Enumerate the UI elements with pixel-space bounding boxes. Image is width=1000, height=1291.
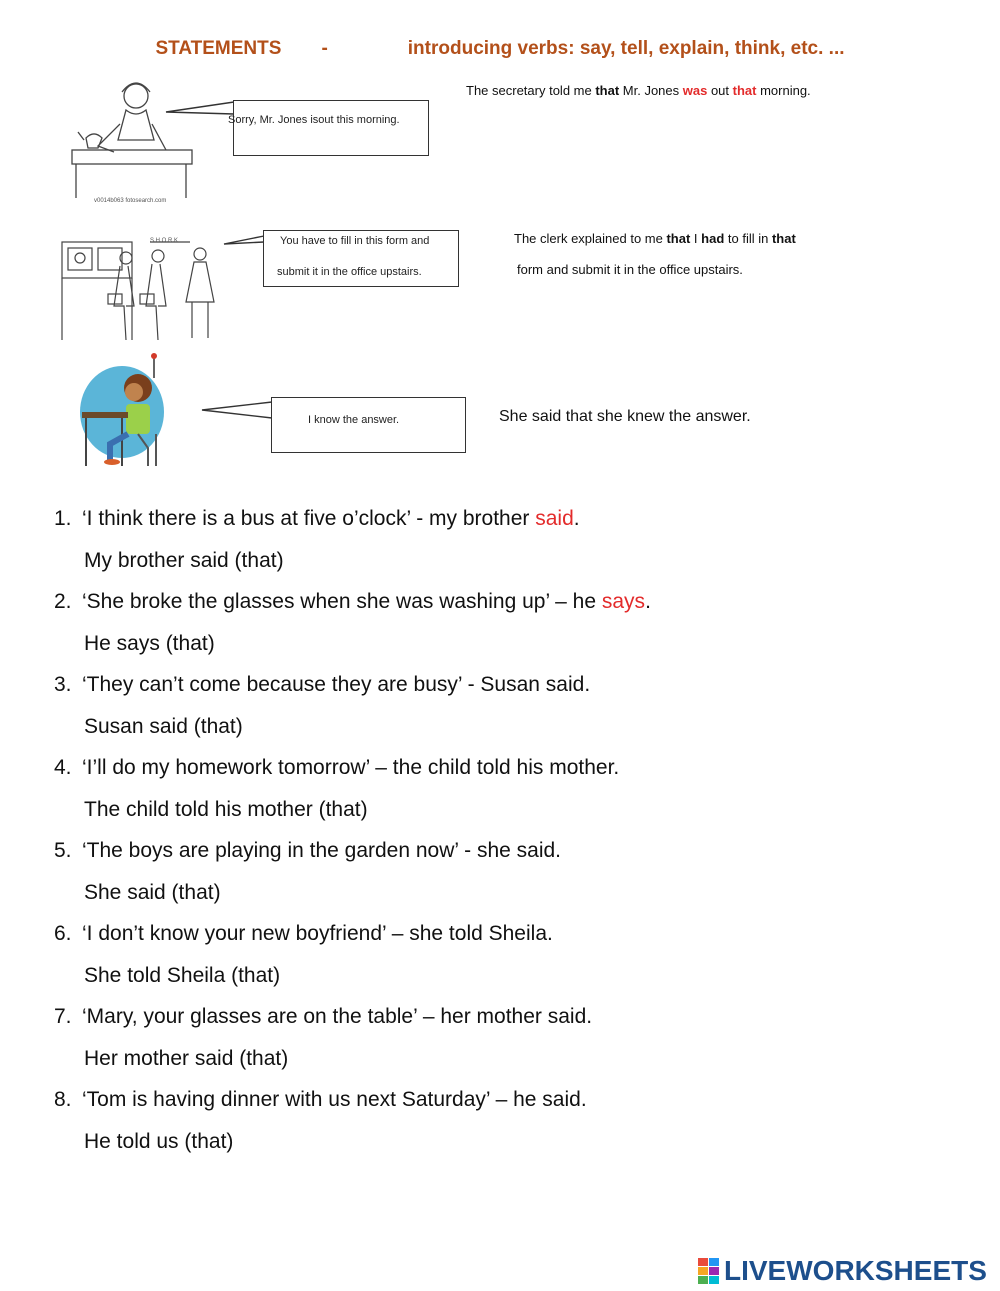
exercise-answer-prompt: He told us (that) [84,1129,234,1153]
exercise-item [54,1079,954,1162]
liveworksheets-logo [698,1256,987,1286]
exercise-quote: ‘The boys are playing in the garden now’ - she said. [82,839,562,862]
exercise-item [54,747,954,830]
exercise-number: 8. [54,1088,72,1111]
exercise-item [54,996,954,1079]
speech-bubble-tail [200,398,274,422]
bubble-text-line2: submit it in the office upstairs. [277,266,422,278]
title-right: introducing verbs: say, tell, explain, think, etc. ... [407,38,845,59]
logo-text: LIVEWORKSHEETS [724,1255,987,1286]
speech-bubble [228,100,429,156]
exercise-number: 4. [54,756,72,779]
exercise-quote: ‘She broke the glasses when she was washing up’ – he says. [82,590,651,613]
exercise-answer-prompt: He says (that) [84,631,215,655]
reported-statement: The clerk explained to me that I had to fill in that [514,231,796,246]
exercise-number: 7. [54,1005,72,1028]
speech-bubble-tail [222,232,266,252]
exercise-quote: ‘Tom is having dinner with us next Saturday’ – he said. [82,1088,587,1111]
exercise-item [54,581,954,664]
title-left: STATEMENTS [155,38,282,59]
exercise-answer-prompt: She said (that) [84,880,221,904]
exercise-number: 2. [54,590,72,613]
bubble-text: Sorry, Mr. Jones isout this morning. [228,114,400,126]
bubble-text: I know the answer. [308,414,400,426]
speech-bubble [271,397,466,453]
svg-text:S.H.O.R.K: S.H.O.R.K [150,238,179,244]
reported-statement: The secretary told me that Mr. Jones was out that morning. [466,83,811,98]
exercise-item [54,664,954,747]
liveworksheets-logo-icon [698,1258,720,1284]
exercise-list [54,498,954,1162]
exercise-number: 1. [54,507,72,530]
reported-statement: She said that she knew the answer. [499,408,751,425]
student-illustration [78,352,172,472]
exercise-number: 5. [54,839,72,862]
exercise-item [54,498,954,581]
secretary-illustration [66,74,206,206]
exercise-item [54,913,954,996]
speech-bubble [263,230,459,287]
speech-bubble-tail [164,98,236,128]
exercise-answer-prompt: The child told his mother (that) [84,797,368,821]
exercise-answer-prompt: Her mother said (that) [84,1046,289,1070]
exercise-answer-prompt: Susan said (that) [84,714,243,738]
exercise-quote: ‘I think there is a bus at five o’clock’ - my brother said. [82,507,580,530]
exercise-answer-prompt: My brother said (that) [84,548,284,572]
exercise-number: 6. [54,922,72,945]
svg-text:v0014b063 fotosearch.com: v0014b063 fotosearch.com [94,198,167,204]
title-dash: - [321,38,328,59]
exercise-quote: ‘They can’t come because they are busy’ - Susan said. [82,673,591,696]
page-title [0,38,1000,60]
exercise-quote: ‘I don’t know your new boyfriend’ – she told Sheila. [82,922,553,945]
exercise-quote: ‘Mary, your glasses are on the table’ – her mother said. [82,1005,593,1028]
exercise-item [54,830,954,913]
exercise-quote: ‘I’ll do my homework tomorrow’ – the child told his mother. [82,756,620,779]
exercise-answer-prompt: She told Sheila (that) [84,963,281,987]
exercise-number: 3. [54,673,72,696]
clerk-office-illustration [58,234,224,342]
reported-statement-line2: form and submit it in the office upstairs. [517,262,743,277]
bubble-text-line1: You have to fill in this form and [280,235,430,247]
